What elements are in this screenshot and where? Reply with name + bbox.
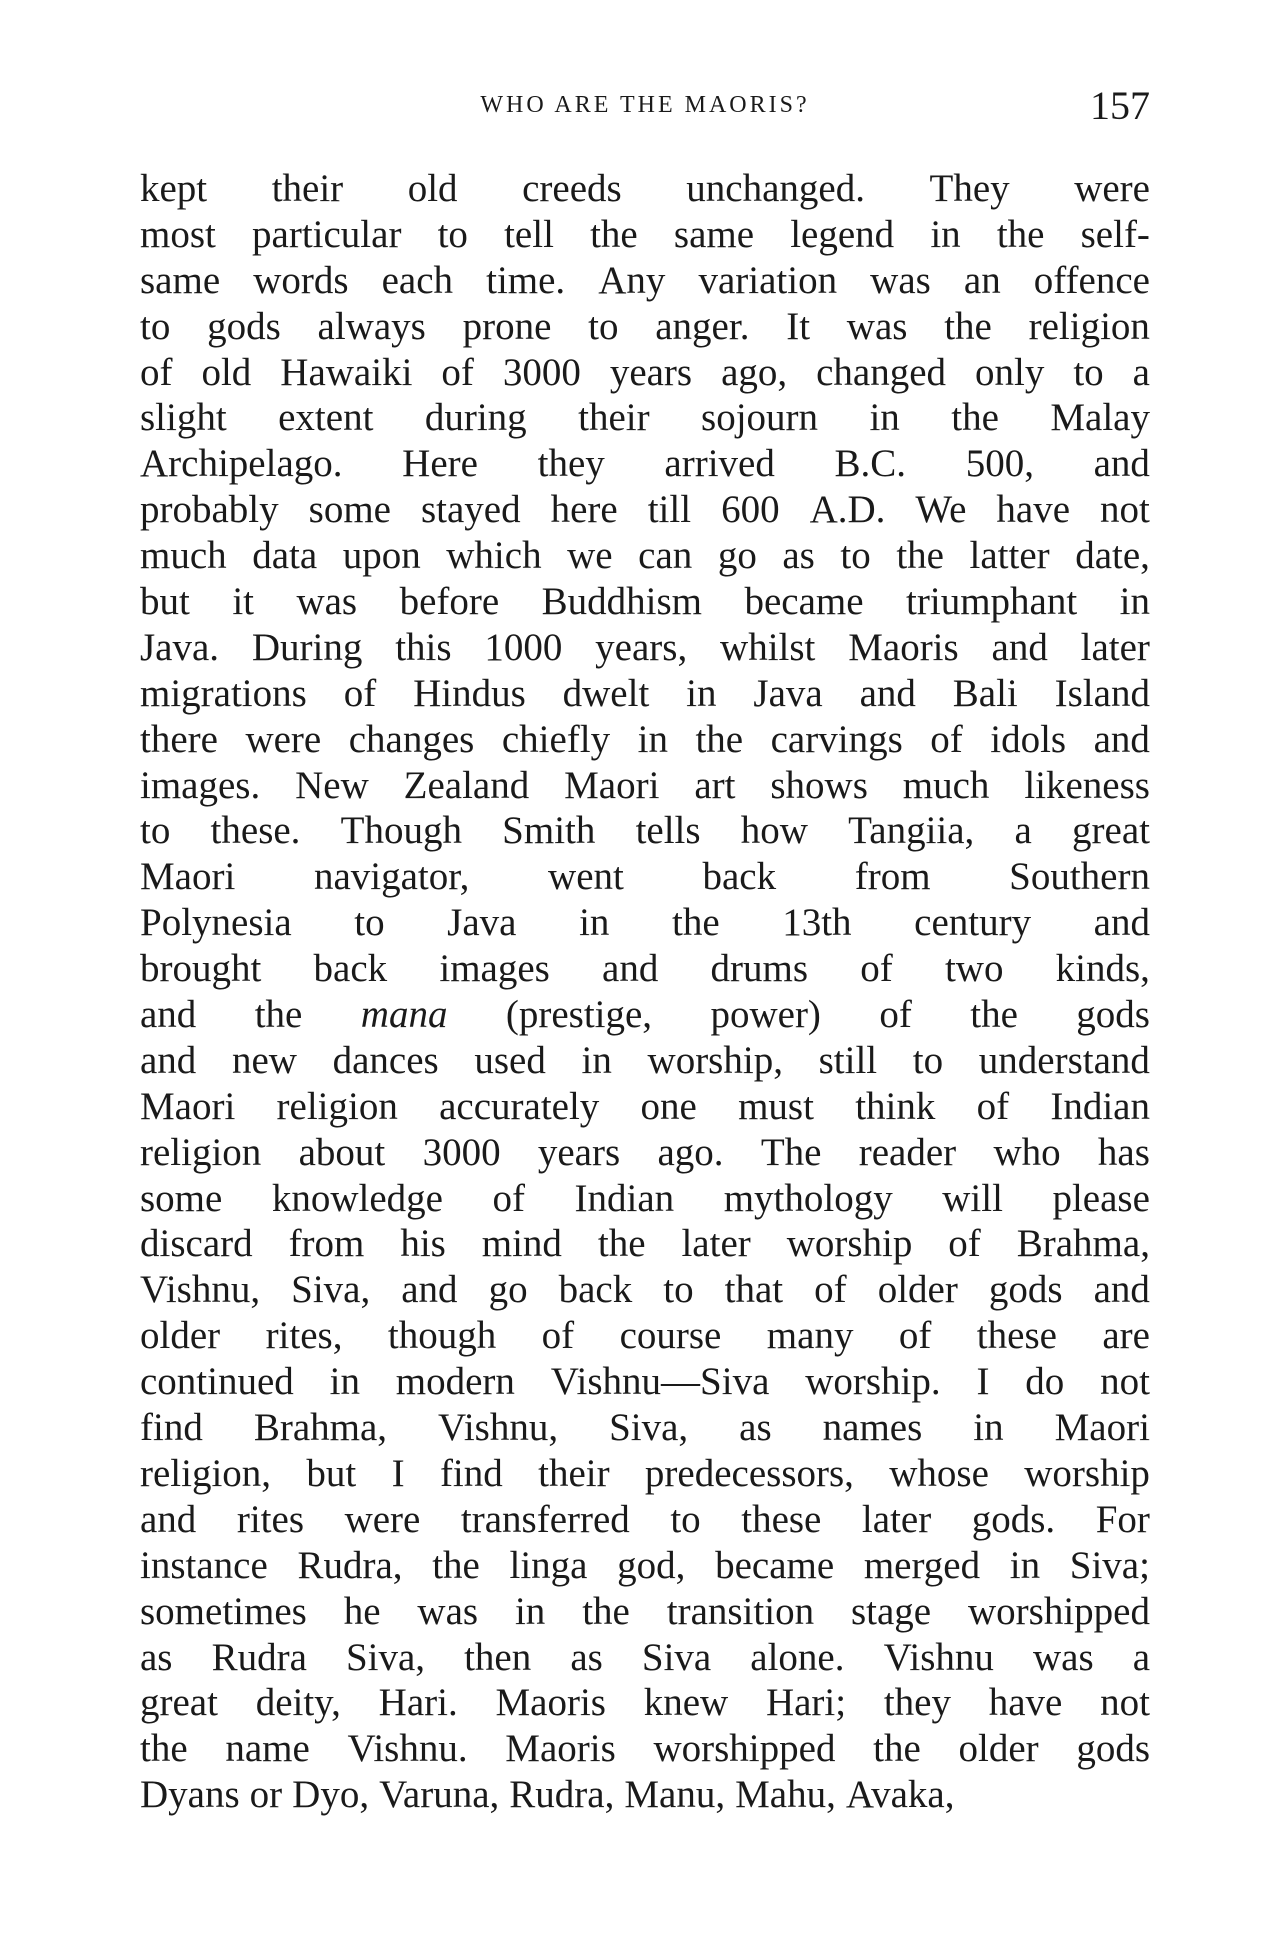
text-line: religion, but I find their predecessors, whose worship: [140, 1451, 1150, 1495]
text-line: images. New Zealand Maori art shows much likeness: [140, 763, 1150, 807]
page-number: 157: [1090, 83, 1150, 128]
text-line: slight extent during their sojourn in the Malay: [140, 396, 1150, 440]
text-line: brought back images and drums of two kinds,: [140, 947, 1150, 991]
text-line: instance Rudra, the linga god, became merged in Siva;: [140, 1543, 1150, 1587]
text-line: continued in modern Vishnu—Siva worship. I do not: [140, 1360, 1150, 1404]
text-line: of old Hawaiki of 3000 years ago, changed only to a: [140, 350, 1150, 394]
text-line: Java. During this 1000 years, whilst Maoris and later: [140, 625, 1150, 669]
text-line: migrations of Hindus dwelt in Java and Bali Island: [140, 671, 1150, 715]
text-line: great deity, Hari. Maoris knew Hari; they have not: [140, 1681, 1150, 1725]
text-line: Dyans or Dyo, Varuna, Rudra, Manu, Mahu, Avaka,: [140, 1773, 955, 1817]
text-line: Polynesia to Java in the 13th century and: [140, 901, 1150, 945]
text-line: but it was before Buddhism became triumphant in: [140, 580, 1150, 624]
text-line: and the mana (prestige, power) of the gods: [140, 993, 1150, 1037]
text-line: much data upon which we can go as to the latter date,: [140, 534, 1150, 578]
text-line: religion about 3000 years ago. The reader who has: [140, 1130, 1150, 1174]
text-line: discard from his mind the later worship of Brahma,: [140, 1222, 1150, 1266]
text-line: kept their old creeds unchanged. They were: [140, 167, 1150, 210]
running-title: WHO ARE THE MAORIS?: [480, 92, 810, 118]
text-line: Archipelago. Here they arrived B.C. 500, and: [140, 442, 1150, 486]
text-line: most particular to tell the same legend in the self-: [140, 212, 1150, 256]
text-line: and rites were transferred to these later gods. For: [140, 1497, 1150, 1541]
text-line: Vishnu, Siva, and go back to that of older gods and: [140, 1268, 1150, 1312]
text-line: and new dances used in worship, still to understand: [140, 1038, 1150, 1082]
body-text: [140, 166, 1150, 1818]
text-line: older rites, though of course many of these are: [140, 1314, 1150, 1358]
text-line: sometimes he was in the transition stage worshipped: [140, 1589, 1150, 1633]
text-line: same words each time. Any variation was an offence: [140, 258, 1150, 302]
text-line: there were changes chiefly in the carvings of idols and: [140, 717, 1150, 761]
text-line: to gods always prone to anger. It was the religion: [140, 304, 1150, 348]
text-line: to these. Though Smith tells how Tangiia, a great: [140, 809, 1150, 853]
text-line: Maori religion accurately one must think of Indian: [140, 1084, 1150, 1128]
text-line: find Brahma, Vishnu, Siva, as names in Maori: [140, 1406, 1150, 1450]
text-line: as Rudra Siva, then as Siva alone. Vishnu was a: [140, 1635, 1150, 1679]
running-head: [140, 82, 1150, 132]
text-line: Maori navigator, went back from Southern: [140, 855, 1150, 899]
text-line: some knowledge of Indian mythology will please: [140, 1176, 1150, 1220]
text-line: probably some stayed here till 600 A.D. We have not: [140, 488, 1150, 532]
text-line: the name Vishnu. Maoris worshipped the older gods: [140, 1727, 1150, 1771]
